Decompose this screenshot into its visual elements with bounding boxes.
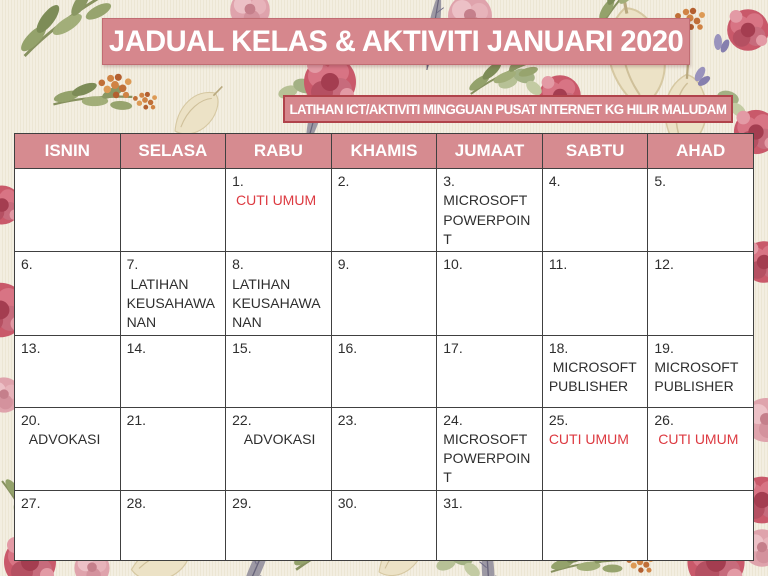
day-number: 18. — [548, 339, 569, 356]
activity-label: ADVOKASI — [232, 430, 316, 447]
day-number: 1. — [232, 173, 244, 189]
calendar-week-row — [15, 169, 754, 252]
calendar-cell-31 — [437, 490, 543, 560]
calendar-cell-22 — [226, 407, 332, 490]
day-number: 3. — [443, 173, 455, 189]
page-title: JADUAL KELAS & AKTIVITI JANUARI 2020 — [108, 24, 684, 58]
day-number: 16. — [337, 339, 358, 356]
activity-label: MICROSOFT POWERPOINT — [443, 192, 531, 247]
calendar-cell-1 — [226, 169, 332, 252]
day-number: 7. — [126, 256, 139, 273]
calendar-cell-27 — [15, 490, 121, 560]
day-number: 30. — [337, 494, 358, 511]
calendar-cell-19 — [648, 335, 754, 407]
calendar-cell-26 — [648, 407, 754, 490]
calendar-cell-17 — [437, 335, 543, 407]
calendar-cell-10 — [437, 252, 543, 335]
calendar-body — [15, 169, 754, 561]
calendar-week-row — [15, 252, 754, 335]
title-banner — [102, 18, 690, 65]
activity-label: MICROSOFT PUBLISHER — [548, 358, 641, 395]
calendar-cell-7 — [120, 252, 226, 335]
day-number: 15. — [232, 339, 252, 356]
day-number: 29. — [232, 494, 252, 511]
calendar-cell-empty — [648, 490, 754, 560]
calendar-cell-4 — [542, 169, 648, 252]
activity-label: MICROSOFT POWERPOINT — [443, 430, 531, 486]
day-header-rabu: RABU — [226, 134, 332, 169]
calendar-week-row — [15, 335, 754, 407]
calendar-cell-14 — [120, 335, 226, 407]
calendar-week-row — [15, 407, 754, 490]
calendar-cell-empty — [542, 490, 648, 560]
day-header-sabtu: SABTU — [542, 134, 648, 169]
calendar-cell-24 — [437, 407, 543, 490]
day-number: 2. — [337, 173, 350, 189]
day-number: 8. — [232, 256, 244, 273]
day-number: 5. — [654, 173, 667, 189]
day-number: 27. — [21, 494, 41, 511]
day-number: 22. — [232, 411, 252, 428]
day-number: 21. — [126, 411, 147, 428]
calendar-header — [15, 134, 754, 169]
day-number: 24. — [443, 411, 463, 428]
day-header-ahad: AHAD — [648, 134, 754, 169]
day-number: 13. — [21, 339, 41, 356]
day-header-jumaat: JUMAAT — [437, 134, 543, 169]
day-number: 17. — [443, 339, 463, 356]
calendar-cell-23 — [331, 407, 437, 490]
day-number: 28. — [126, 494, 147, 511]
day-header-khamis: KHAMIS — [331, 134, 437, 169]
calendar-cell-8 — [226, 252, 332, 335]
calendar-cell-11 — [542, 252, 648, 335]
day-number: 31. — [443, 494, 463, 511]
activity-label: LATIHAN KEUSAHAWANAN — [126, 275, 215, 331]
day-number: 23. — [337, 411, 358, 428]
calendar-cell-5 — [648, 169, 754, 252]
calendar-cell-6 — [15, 252, 121, 335]
calendar-cell-empty — [15, 169, 121, 252]
calendar-cell-9 — [331, 252, 437, 335]
calendar-cell-20 — [15, 407, 121, 490]
calendar-cell-2 — [331, 169, 437, 252]
day-number: 20. — [21, 411, 41, 428]
calendar-cell-21 — [120, 407, 226, 490]
day-number: 26. — [654, 411, 674, 428]
page-subtitle: LATIHAN ICT/AKTIVITI MINGGUAN PUSAT INTERNET KG HILIR MALUDAM — [289, 101, 727, 117]
calendar-cell-empty — [120, 169, 226, 252]
calendar-cell-15 — [226, 335, 332, 407]
calendar-cell-3 — [437, 169, 543, 252]
day-header-selasa: SELASA — [120, 134, 226, 169]
calendar-table — [14, 133, 754, 561]
activity-label: MICROSOFT PUBLISHER — [654, 358, 743, 395]
calendar-cell-25 — [542, 407, 648, 490]
calendar-cell-29 — [226, 490, 332, 560]
subtitle-banner — [283, 95, 733, 123]
day-number: 11. — [548, 256, 568, 273]
calendar-cell-30 — [331, 490, 437, 560]
day-number: 25. — [548, 411, 569, 428]
calendar-cell-13 — [15, 335, 121, 407]
day-header-row — [15, 134, 754, 169]
day-number: 19. — [654, 339, 674, 356]
activity-label: ADVOKASI — [21, 430, 101, 447]
calendar-cell-16 — [331, 335, 437, 407]
day-number: 4. — [548, 173, 561, 189]
calendar-cell-18 — [542, 335, 648, 407]
day-number: 12. — [654, 256, 674, 273]
activity-label: LATIHAN KEUSAHAWANAN — [232, 275, 321, 331]
activity-label: CUTI UMUM — [232, 192, 317, 209]
calendar-week-row — [15, 490, 754, 560]
day-number: 10. — [443, 256, 463, 273]
activity-label: CUTI UMUM — [548, 430, 629, 447]
activity-label: CUTI UMUM — [654, 430, 739, 447]
day-number: 14. — [126, 339, 147, 356]
calendar-cell-28 — [120, 490, 226, 560]
day-number: 6. — [21, 256, 33, 273]
day-header-isnin: ISNIN — [15, 134, 121, 169]
day-number: 9. — [337, 256, 350, 273]
calendar-cell-12 — [648, 252, 754, 335]
